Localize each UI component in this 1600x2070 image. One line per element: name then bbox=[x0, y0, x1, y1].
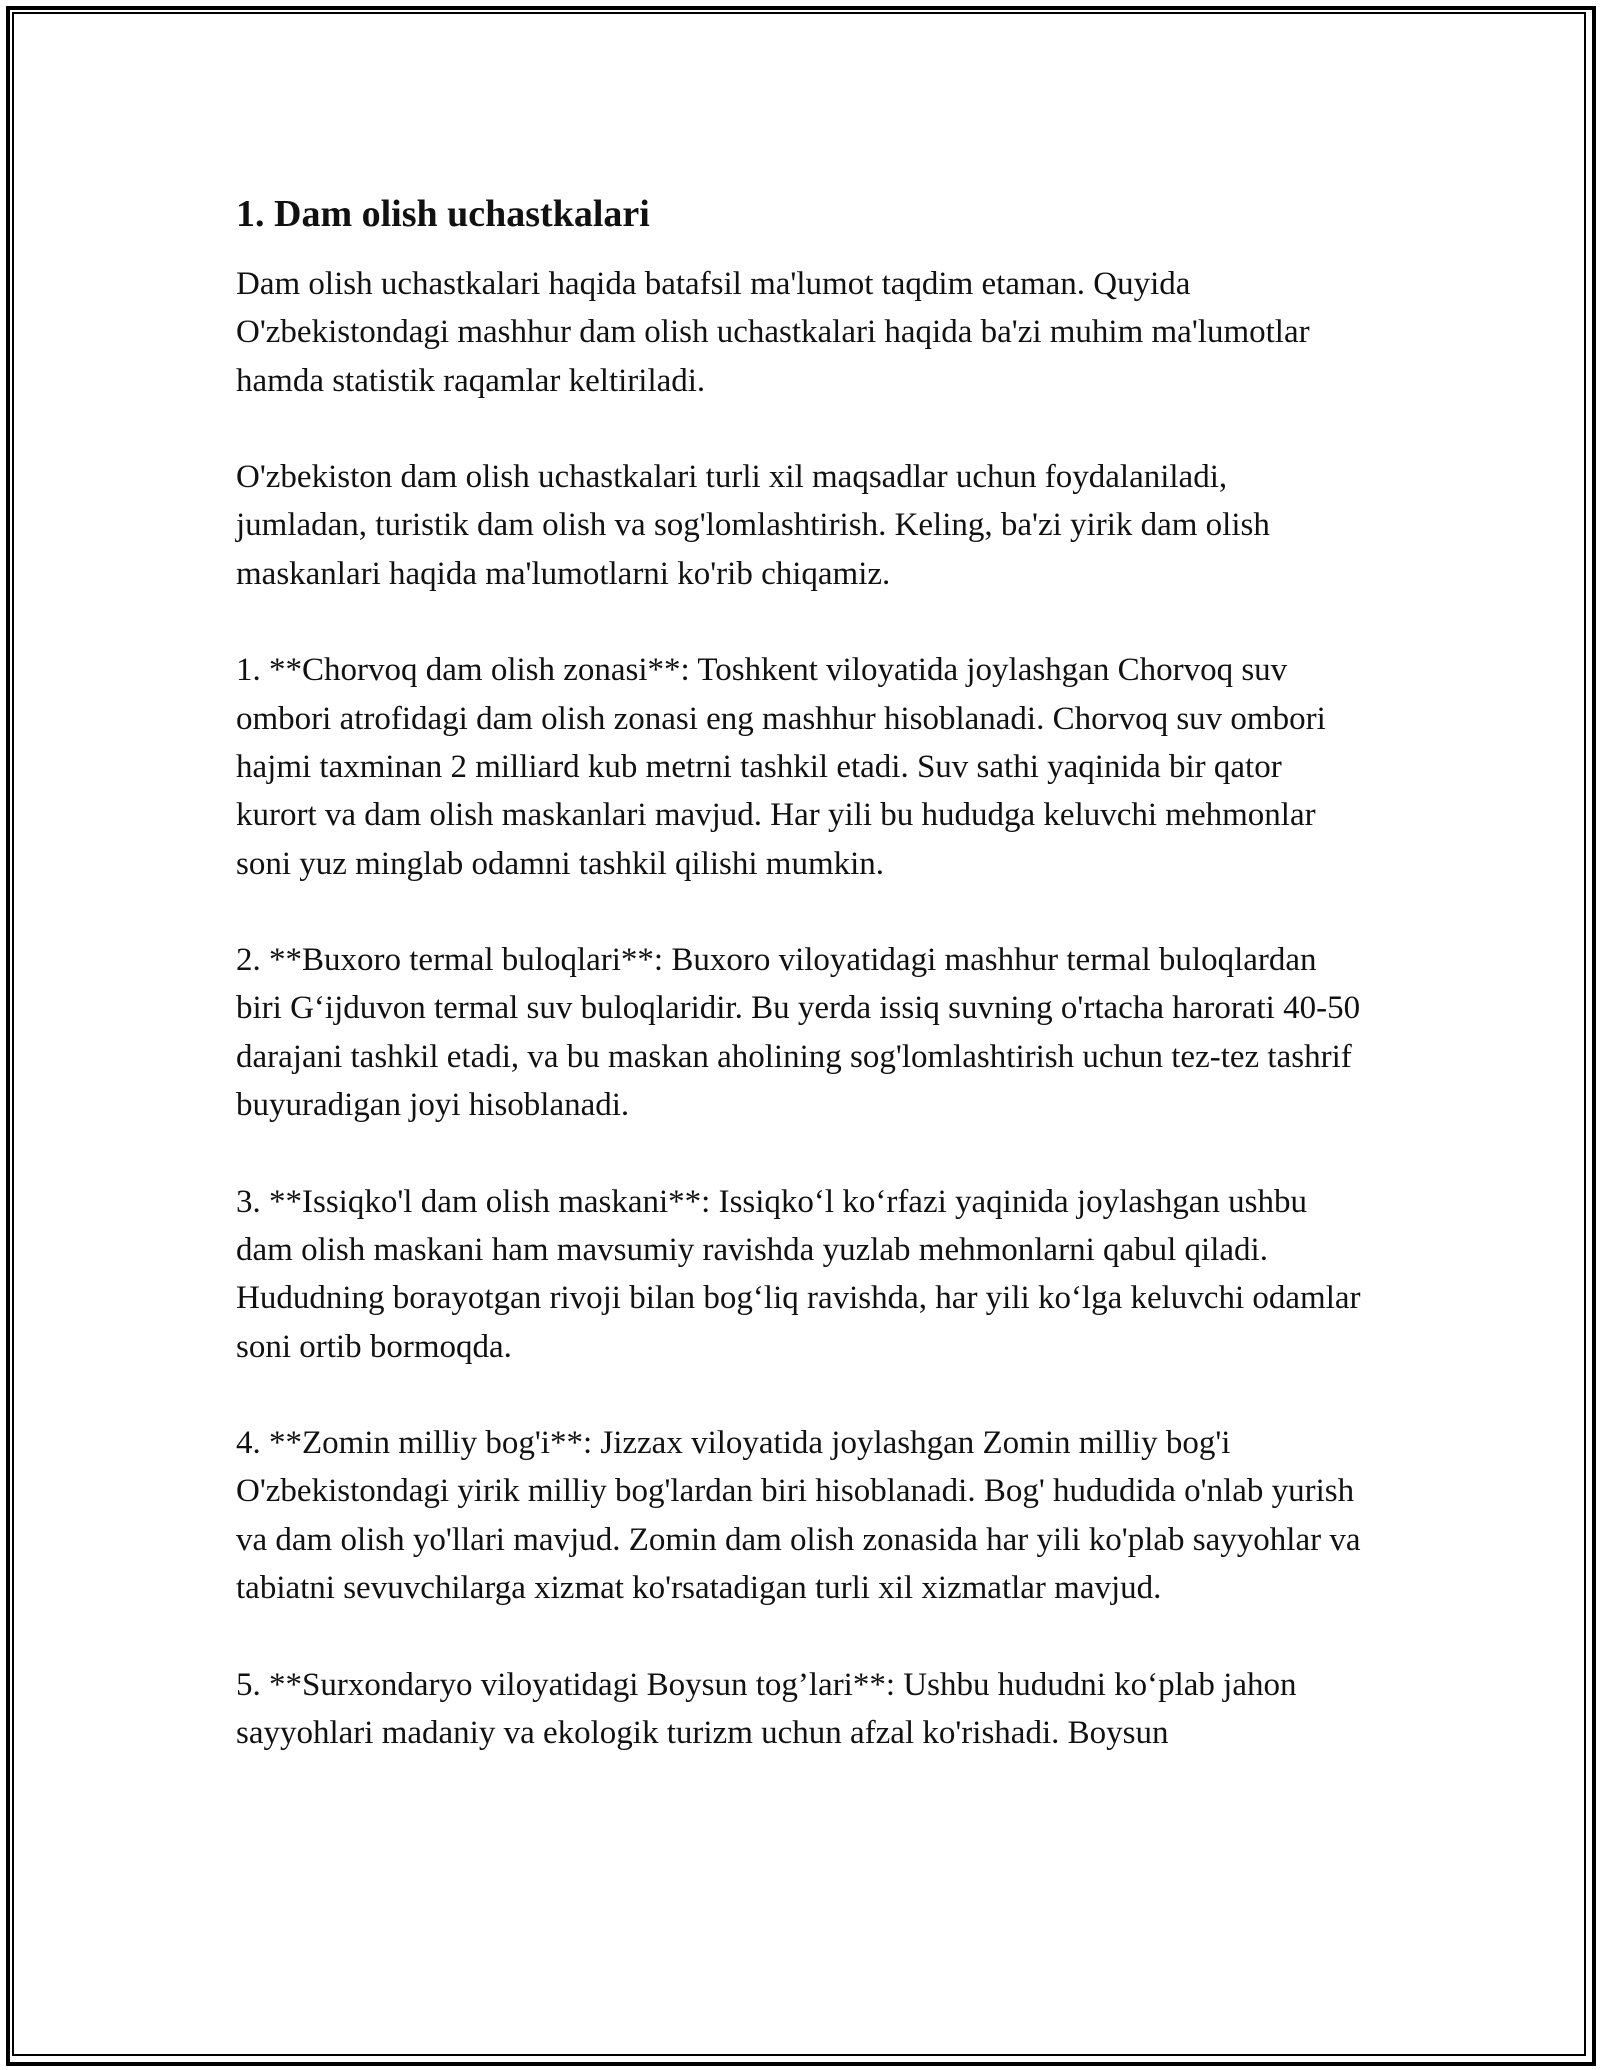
list-item-issiqkol: 3. **Issiqko'l dam olish maskani**: Issiqko‘l ko‘rfazi yaqinida joylashgan ushbu dam olish maskani ham mavsumiy ravishda yuzlab mehmonlarni qabul qiladi. Hududning borayotgan rivoji bilan bog‘liq ravishda, har yili ko‘lga keluvchi odamlar soni ortib bormoqda. bbox=[236, 1183, 1361, 1365]
paragraph-overview: O'zbekiston dam olish uchastkalari turli xil maqsadlar uchun foydalaniladi, jumladan, turistik dam olish va sog'lomlashtirish. Keling, ba'zi yirik dam olish maskanlari haqida ma'lumotlarni ko'rib chiqamiz. bbox=[236, 459, 1270, 592]
section-heading: 1. Dam olish uchastkalari bbox=[236, 193, 650, 235]
list-item-buxoro: 2. **Buxoro termal buloqlari**: Buxoro viloyatidagi mashhur termal buloqlardan biri G‘ijduvon termal suv buloqlaridir. Bu yerda issiq suvning o'rtacha harorati 40-50 darajani tashkil etadi, va bu maskan aholining sog'lomlashtirish uchun tez-tez tashrif buyuradigan joyi hisoblanadi. bbox=[236, 942, 1361, 1124]
document-body bbox=[236, 186, 1366, 1757]
list-item-chorvoq: 1. **Chorvoq dam olish zonasi**: Toshkent viloyatida joylashgan Chorvoq suv ombori atrofidagi dam olish zonasi eng mashhur hisoblanadi. Chorvoq suv ombori hajmi taxminan 2 milliard kub metrni tashkil etadi. Suv sathi yaqinida bir qator kurort va dam olish maskanlari mavjud. Har yili bu hududga keluvchi mehmonlar soni yuz minglab odamni tashkil qilishi mumkin. bbox=[236, 652, 1326, 882]
paragraph-intro: Dam olish uchastkalari haqida batafsil ma'lumot taqdim etaman. Quyida O'zbekistondagi mashhur dam olish uchastkalari haqida ba'zi muhim ma'lumotlar hamda statistik raqamlar keltiriladi. bbox=[236, 266, 1310, 399]
list-item-boysun: 5. **Surxondaryo viloyatidagi Boysun tog’lari**: Ushbu hududni ko‘plab jahon sayyohlari madaniy va ekologik turizm uchun afzal ko'rishadi. Boysun bbox=[236, 1666, 1297, 1751]
list-item-zomin: 4. **Zomin milliy bog'i**: Jizzax viloyatida joylashgan Zomin milliy bog'i O'zbekistondagi yirik milliy bog'lardan biri hisoblanadi. Bog' hududida o'nlab yurish va dam olish yo'llari mavjud. Zomin dam olish zonasida har yili ko'plab sayyohlar va tabiatni sevuvchilarga xizmat ko'rsatadigan turli xil xizmatlar mavjud. bbox=[236, 1425, 1361, 1607]
